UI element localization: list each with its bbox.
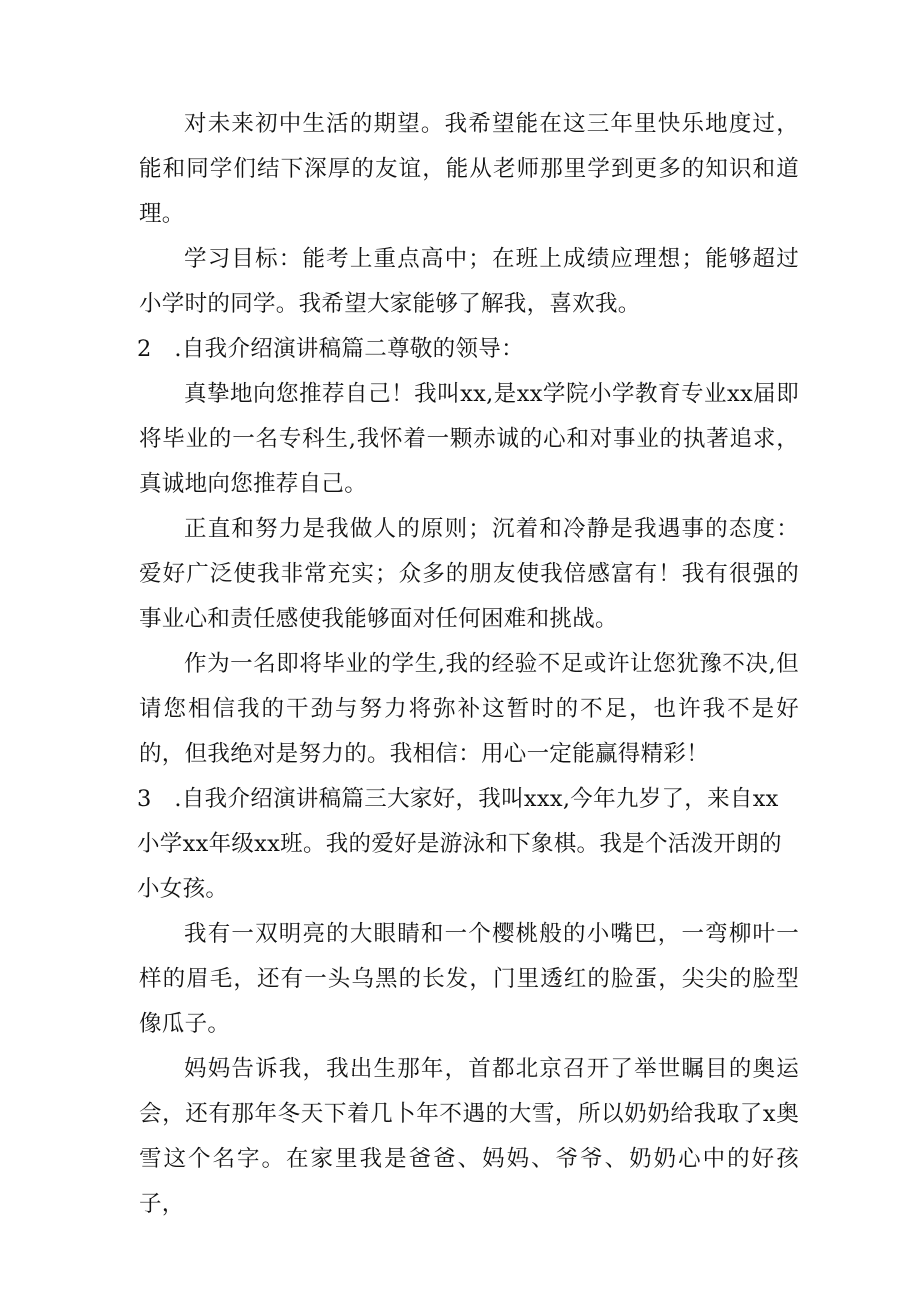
paragraph-name-origin: 妈妈告诉我，我出生那年，首都北京召开了举世瞩目的奥运会，还有那年冬天下着几卜年不遇的大雪，所以奶奶给我取了x奥雪这个名字。在家里我是爸爸、妈妈、爷爷、奶奶心中的好孩子，: [139, 1056, 799, 1217]
paragraph-principles: 正直和努力是我做人的原则；沉着和冷静是我遇事的态度：爱好广泛使我非常充实；众多的朋友使我倍感富有！我有很强的事业心和责任感使我能够面对任何困难和挑战。: [139, 516, 799, 632]
section-heading-3: 3 .自我介绍演讲稿篇三大家好，我叫xxx,今年九岁了，来自xx小学xx年级xx班。我的爱好是游泳和下象棋。我是个活泼开朗的小女孩。: [137, 786, 782, 902]
paragraph-appearance: 我有一双明亮的大眼睛和一个樱桃般的小嘴巴，一弯柳叶一样的眉毛，还有一头乌黑的长发，门里透红的脸蛋，尖尖的脸型像瓜子。: [139, 921, 799, 1037]
paragraph-study-goals: 学习目标：能考上重点高中；在班上成绩应理想；能够超过小学时的同学。我希望大家能够了解我，喜欢我。: [139, 246, 799, 317]
document-body: [139, 102, 799, 1227]
section-heading-2: 2 .自我介绍演讲稿篇二尊敬的领导：: [137, 336, 524, 362]
paragraph-graduate: 作为一名即将毕业的学生,我的经验不足或许让您犹豫不决,但请您相信我的干劲与努力将弥补这暂时的不足，也许我不是好的，但我绝对是努力的。我相信：用心一定能赢得精彩！: [139, 651, 799, 767]
paragraph-expectations: 对未来初中生活的期望。我希望能在这三年里快乐地度过，能和同学们结下深厚的友谊，能从老师那里学到更多的知识和道理。: [139, 111, 799, 227]
paragraph-recommendation: 真挚地向您推荐自己！我叫xx,是xx学院小学教育专业xx届即将毕业的一名专科生,我怀着一颗赤诚的心和对事业的执著追求，真诚地向您推荐自己。: [139, 381, 799, 497]
